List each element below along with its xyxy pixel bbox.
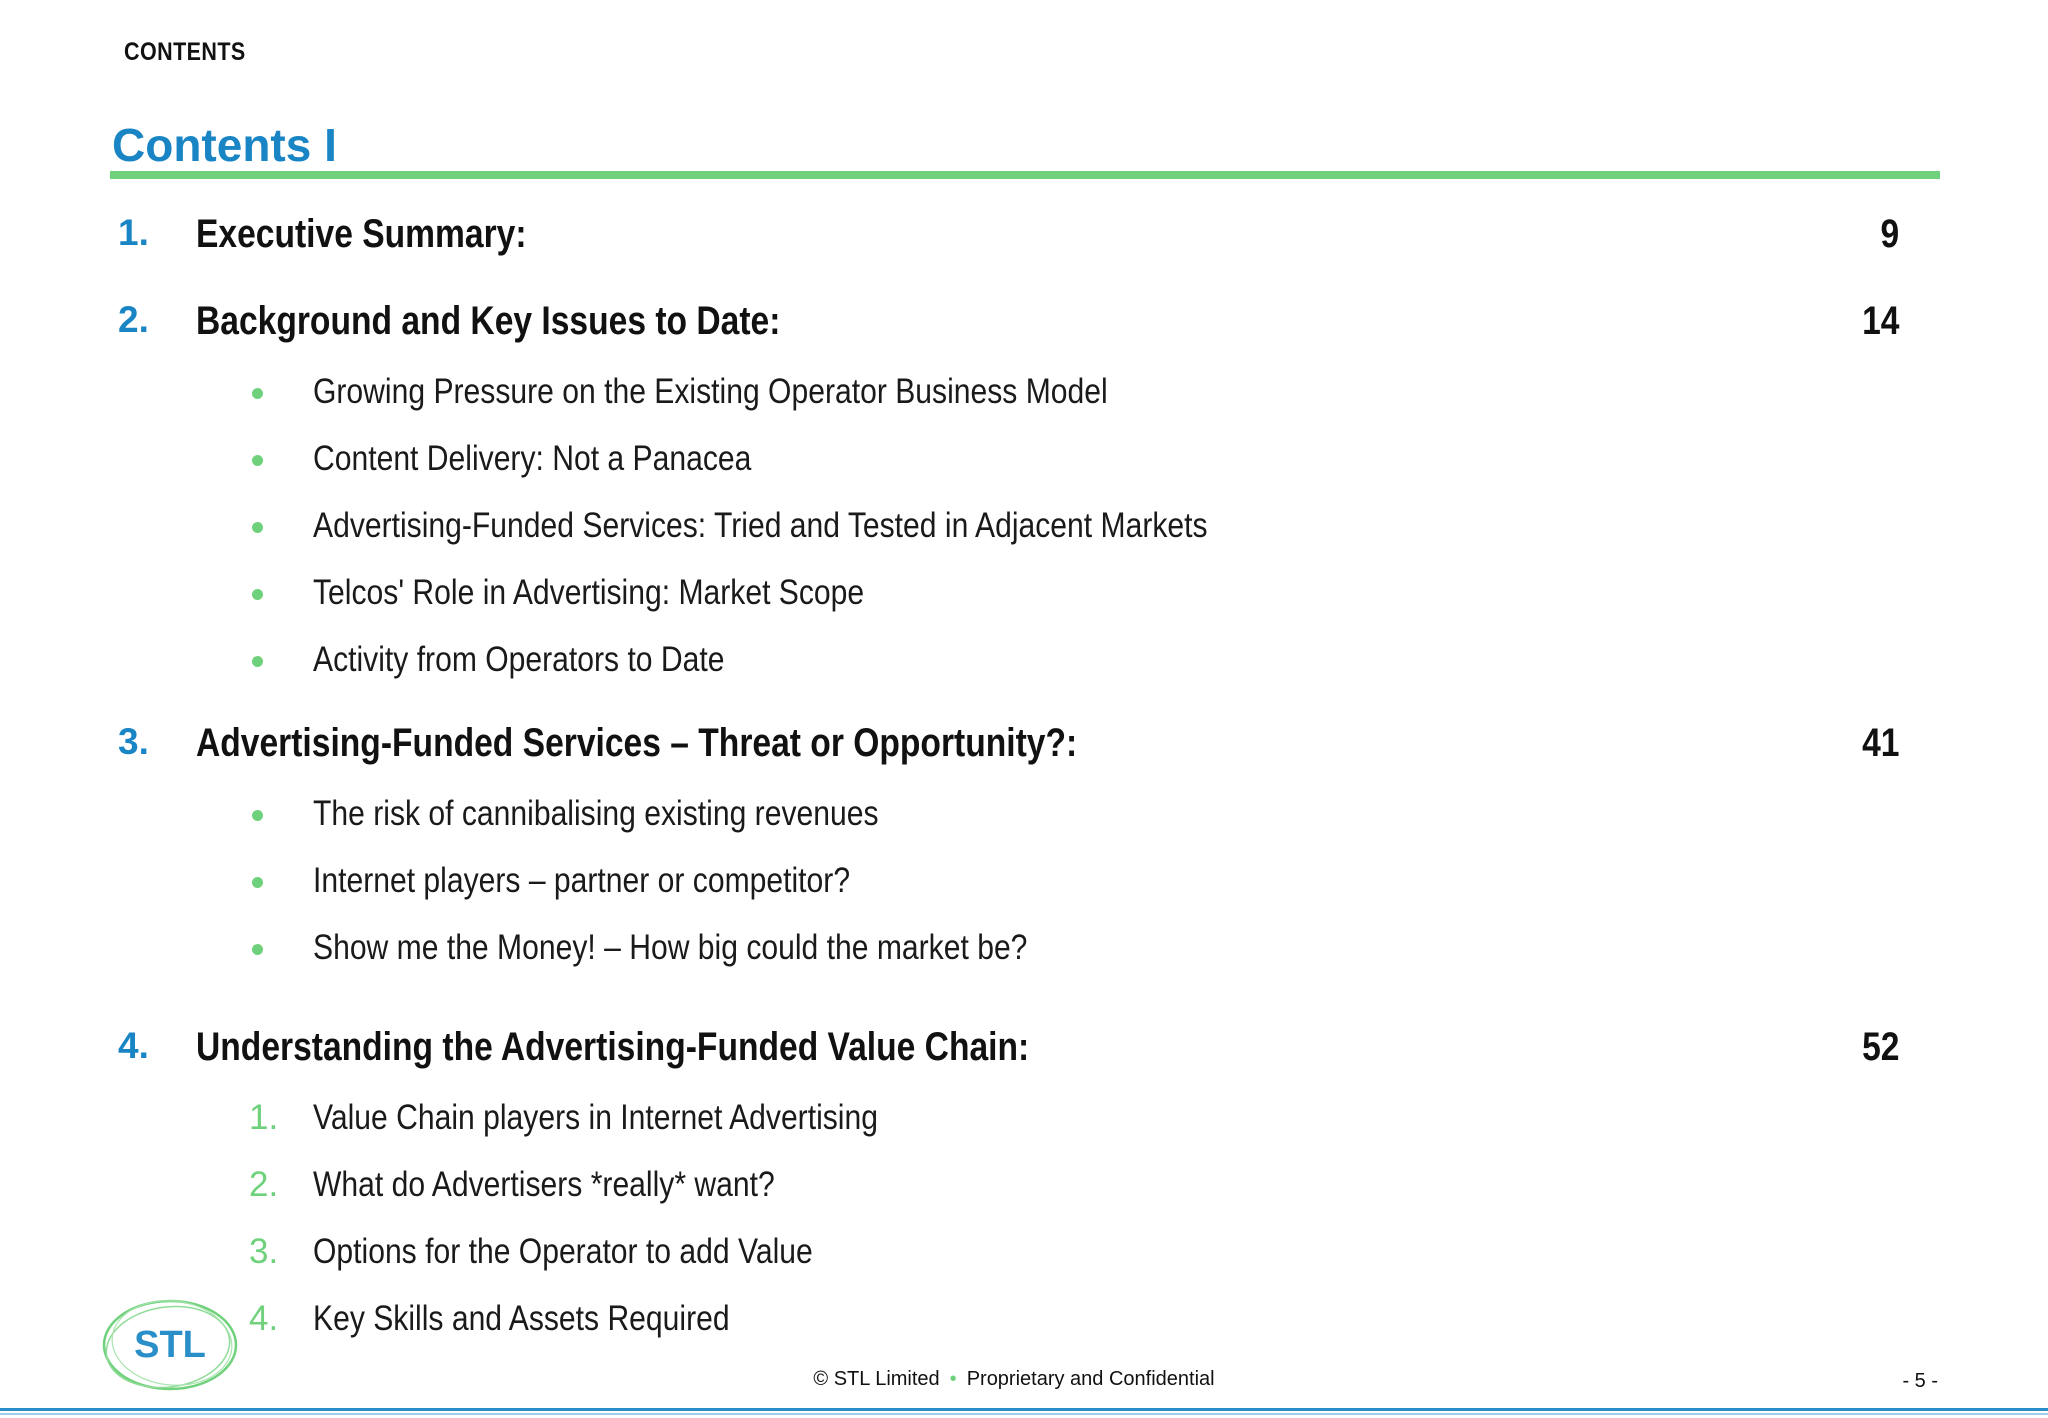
bullet-icon [252, 944, 263, 955]
toc-subitem-number: 1. [249, 1098, 279, 1137]
toc-entry-2[interactable] [0, 299, 2048, 355]
toc-subitem-text: Show me the Money! – How big could the market be? [313, 928, 1028, 967]
toc-subitem[interactable] [0, 1098, 2048, 1144]
toc-subitem-text: Telcos' Role in Advertising: Market Scope [313, 573, 865, 612]
toc-entry-3[interactable] [0, 721, 2048, 777]
page-title: Contents I [112, 119, 337, 171]
toc-number: 4. [118, 1025, 149, 1066]
toc-title: Background and Key Issues to Date: [196, 299, 781, 343]
footer-confidentiality: Proprietary and Confidential [966, 1368, 1215, 1390]
toc-title: Executive Summary: [196, 212, 527, 256]
section-label: CONTENTS [124, 38, 246, 66]
footer-separator-icon: • [949, 1368, 957, 1390]
toc-subitem[interactable] [0, 1165, 2048, 1211]
toc-page-number: 9 [1880, 212, 1899, 256]
bullet-icon [252, 522, 263, 533]
toc-subitem[interactable] [0, 506, 2048, 552]
toc-subitem-text: Options for the Operator to add Value [313, 1232, 813, 1271]
toc-number: 3. [118, 721, 149, 762]
toc-subitem-text: Content Delivery: Not a Panacea [313, 439, 752, 478]
toc-subitem-text: Advertising-Funded Services: Tried and Tested in Adjacent Markets [313, 506, 1208, 545]
toc-subitem[interactable] [0, 372, 2048, 418]
bullet-icon [252, 656, 263, 667]
toc-entry-1[interactable] [0, 212, 2048, 268]
bullet-icon [252, 388, 263, 399]
toc-page-number: 41 [1861, 721, 1899, 765]
footer-company: STL Limited [833, 1368, 940, 1390]
footer-rule [0, 1408, 2048, 1411]
toc-subitem[interactable] [0, 794, 2048, 840]
toc-subitem[interactable] [0, 928, 2048, 974]
footer-rule-thin [0, 1413, 2048, 1415]
toc-subitem-text: Key Skills and Assets Required [313, 1299, 730, 1338]
toc-subitem[interactable] [0, 439, 2048, 485]
toc-subitem-text: Growing Pressure on the Existing Operator Business Model [313, 372, 1108, 411]
toc-page-number: 14 [1861, 299, 1899, 343]
logo-text: STL [134, 1324, 206, 1366]
toc-subitem-text: What do Advertisers *really* want? [313, 1165, 775, 1204]
toc-subitem-text: Value Chain players in Internet Advertising [313, 1098, 878, 1137]
toc-number: 2. [118, 299, 149, 340]
toc-entry-4[interactable] [0, 1025, 2048, 1081]
toc-subitem[interactable] [0, 1299, 2048, 1345]
toc-number: 1. [118, 212, 149, 253]
toc-page-number: 52 [1861, 1025, 1899, 1069]
toc-subitem[interactable] [0, 861, 2048, 907]
bullet-icon [252, 877, 263, 888]
title-rule [110, 171, 1940, 179]
bullet-icon [252, 455, 263, 466]
page-number: - 5 - [1902, 1370, 1938, 1392]
toc-subitem-number: 4. [249, 1299, 279, 1338]
toc-subitem-text: Internet players – partner or competitor? [313, 861, 851, 900]
toc-subitem-text: Activity from Operators to Date [313, 640, 725, 679]
toc-subitem-text: The risk of cannibalising existing revenues [313, 794, 879, 833]
toc-title: Understanding the Advertising-Funded Value Chain: [196, 1025, 1030, 1069]
bullet-icon [252, 810, 263, 821]
footer-copyright [0, 1368, 2028, 1391]
copyright-icon: © [813, 1368, 829, 1390]
toc-subitem[interactable] [0, 1232, 2048, 1278]
toc-subitem-number: 3. [249, 1232, 279, 1271]
toc-subitem-number: 2. [249, 1165, 279, 1204]
toc-subitem[interactable] [0, 573, 2048, 619]
toc-title: Advertising-Funded Services – Threat or Opportunity?: [196, 721, 1078, 765]
toc-subitem[interactable] [0, 640, 2048, 686]
bullet-icon [252, 589, 263, 600]
